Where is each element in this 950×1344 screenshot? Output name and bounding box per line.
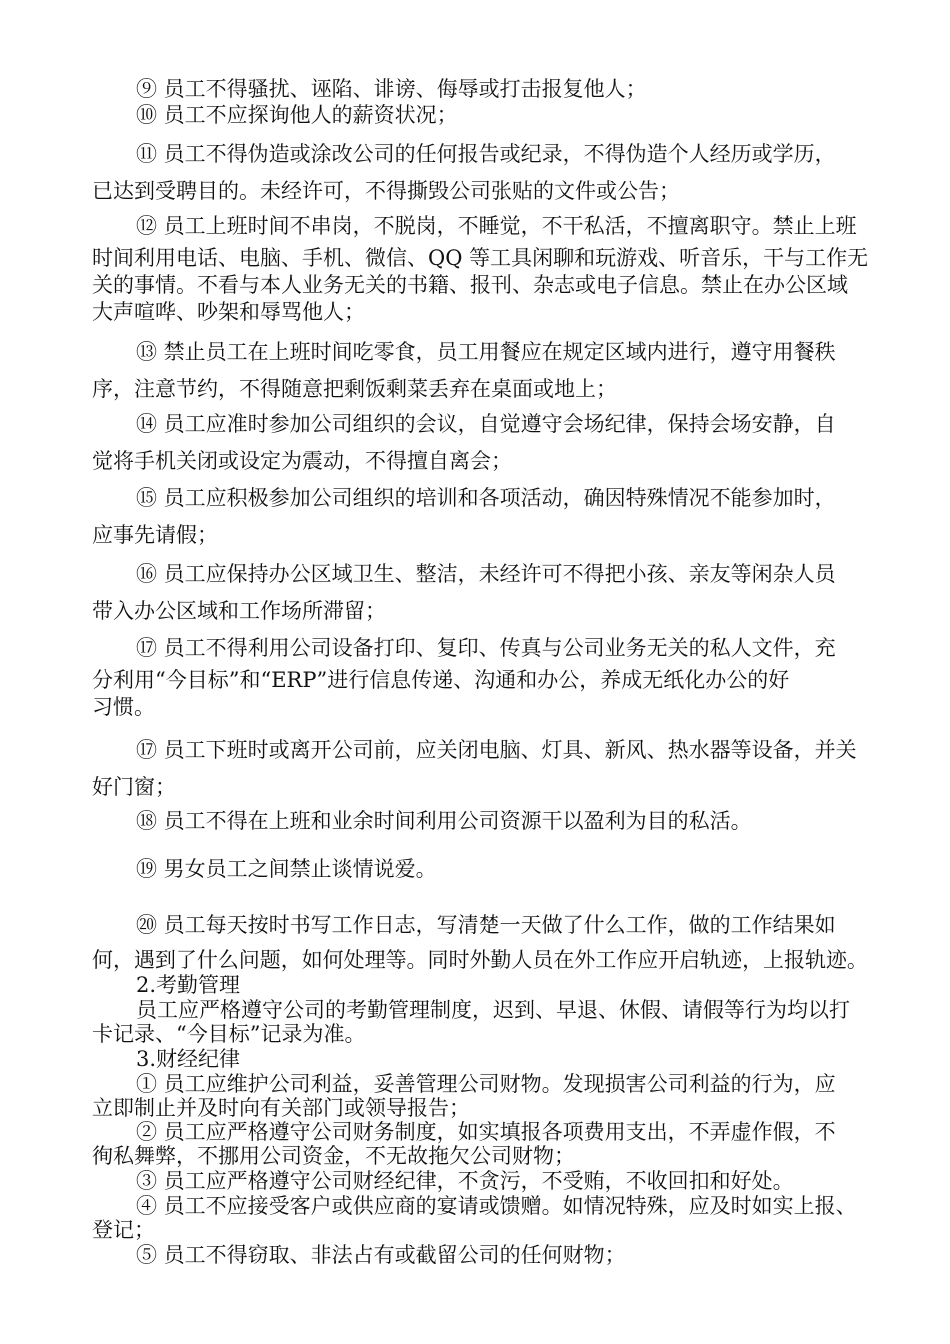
text-line: ⑭ 员工应准时参加公司组织的会议，自觉遵守会场纪律，保持会场安静，自 — [136, 412, 836, 436]
text-line: ⑮ 员工应积极参加公司组织的培训和各项活动，确因特殊情况不能参加时， — [136, 486, 836, 510]
section-heading-finance — [92, 1046, 868, 1072]
section-heading-attendance — [92, 972, 868, 998]
text-line: 觉将手机关闭或设定为震动，不得擅自离会； — [92, 449, 512, 473]
text-line: 卡记录、“今目标”记录为准。 — [92, 1022, 366, 1046]
paragraph-item-20 — [92, 908, 868, 978]
text-line: 时间利用电话、电脑、手机、微信、QQ 等工具闲聊和玩游戏、听音乐，干与工作无 — [92, 246, 869, 270]
paragraph-item-9 — [92, 76, 868, 102]
paragraph-item-14 — [92, 406, 868, 480]
text-line: 2.考勤管理 — [136, 973, 241, 997]
paragraph-item-18 — [92, 808, 868, 834]
paragraph-item-17a — [92, 630, 868, 721]
text-line: ⑰ 员工不得利用公司设备打印、复印、传真与公司业务无关的私人文件，充 — [136, 636, 836, 660]
text-line: 分利用“今目标”和“ERP”进行信息传递、沟通和办公，养成无纸化办公的好 — [92, 668, 790, 692]
paragraph-item-13 — [92, 334, 868, 408]
text-line: ⑱ 员工不得在上班和业余时间利用公司资源干以盈利为目的私活。 — [136, 809, 752, 833]
paragraph-finance-4 — [92, 1194, 868, 1242]
text-line: ⑰ 员工下班时或离开公司前，应关闭电脑、灯具、新风、热水器等设备，并关 — [136, 738, 857, 762]
text-line: ⑲ 男女员工之间禁止谈情说爱。 — [136, 857, 437, 881]
paragraph-item-10 — [92, 102, 868, 128]
text-line: 立即制止并及时向有关部门或领导报告； — [92, 1096, 470, 1120]
paragraph-item-15 — [92, 480, 868, 554]
paragraph-item-16 — [92, 556, 868, 630]
text-line: ⑬ 禁止员工在上班时间吃零食，员工用餐应在规定区域内进行，遵守用餐秩 — [136, 340, 836, 364]
text-line: ⑯ 员工应保持办公区域卫生、整洁，未经许可不得把小孩、亲友等闲杂人员 — [136, 562, 836, 586]
text-line: 何，遇到了什么问题，如何处理等。同时外勤人员在外工作应开启轨迹，上报轨迹。 — [92, 948, 868, 972]
paragraph-item-17b — [92, 732, 868, 806]
paragraph-finance-2 — [92, 1120, 868, 1168]
text-line: 大声喧哗、吵架和辱骂他人； — [92, 300, 365, 324]
paragraph-finance-1 — [92, 1072, 868, 1120]
text-line: ① 员工应维护公司利益，妥善管理公司财物。发现损害公司利益的行为，应 — [136, 1072, 836, 1096]
paragraph-finance-3 — [92, 1168, 868, 1194]
text-line: ⑪ 员工不得伪造或涂改公司的任何报告或纪录，不得伪造个人经历或学历， — [136, 142, 836, 166]
paragraph-item-11 — [92, 136, 868, 210]
text-line: 徇私舞弊，不挪用公司资金，不无故拖欠公司财物； — [92, 1144, 575, 1168]
text-line: ③ 员工应严格遵守公司财经纪律，不贪污，不受贿，不收回扣和好处。 — [136, 1169, 794, 1193]
text-line: ⑳ 员工每天按时书写工作日志，写清楚一天做了什么工作，做的工作结果如 — [136, 913, 836, 937]
paragraph-item-12 — [92, 208, 868, 326]
text-line: 好门窗； — [92, 775, 176, 799]
text-line: 应事先请假； — [92, 523, 218, 547]
paragraph-item-19 — [92, 856, 868, 882]
text-line: ⑩ 员工不应探询他人的薪资状况； — [136, 103, 458, 127]
text-line: 登记； — [92, 1218, 155, 1242]
text-line: ⑤ 员工不得窃取、非法占有或截留公司的任何财物； — [136, 1243, 626, 1267]
text-line: 已达到受聘目的。未经许可，不得撕毁公司张贴的文件或公告； — [92, 179, 680, 203]
text-line: ④ 员工不应接受客户或供应商的宴请或馈赠。如情况特殊，应及时如实上报、 — [136, 1194, 857, 1218]
text-line: ⑫ 员工上班时间不串岗，不脱岗，不睡觉，不干私活，不擅离职守。禁止上班 — [136, 214, 857, 238]
text-line: 习惯。 — [92, 695, 155, 719]
text-line: 员工应严格遵守公司的考勤管理制度，迟到、早退、休假、请假等行为均以打 — [136, 998, 850, 1022]
text-line: ② 员工应严格遵守公司财务制度，如实填报各项费用支出，不弄虚作假，不 — [136, 1120, 836, 1144]
paragraph-attendance — [92, 998, 868, 1046]
text-line: 序，注意节约，不得随意把剩饭剩菜丢弃在桌面或地上； — [92, 377, 617, 401]
text-line: 3.财经纪律 — [136, 1047, 241, 1071]
text-line: 带入办公区域和工作场所滞留； — [92, 599, 386, 623]
text-line: 关的事情。不看与本人业务无关的书籍、报刊、杂志或电子信息。禁止在办公区域 — [92, 273, 848, 297]
paragraph-finance-5 — [92, 1242, 868, 1268]
text-line: ⑨ 员工不得骚扰、诬陷、诽谤、侮辱或打击报复他人； — [136, 77, 647, 101]
